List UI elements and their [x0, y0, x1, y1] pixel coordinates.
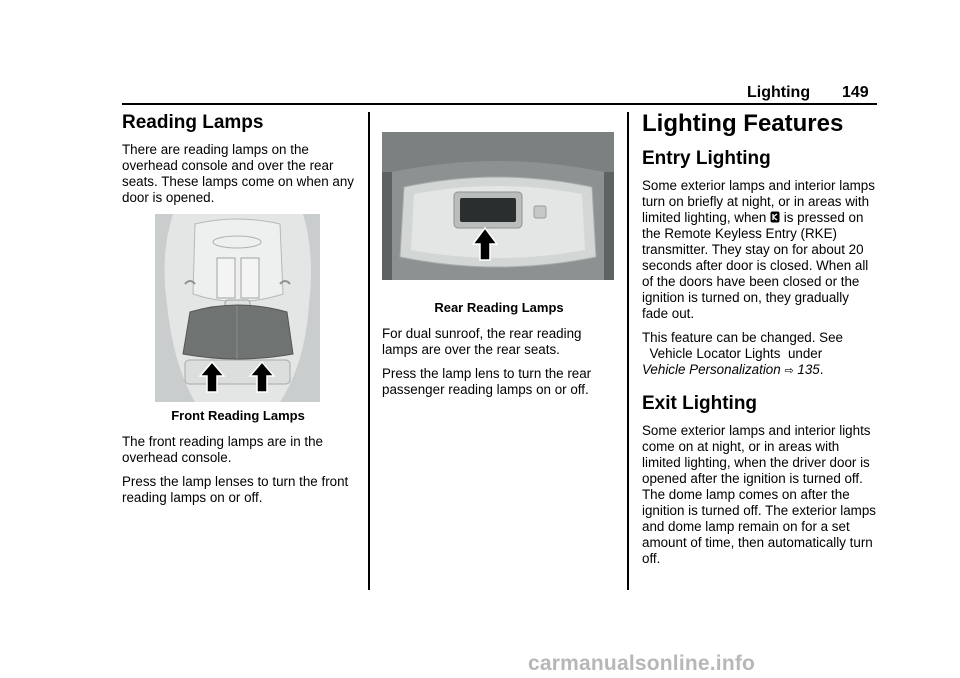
page-ref-arrow-icon: ⇨ — [784, 365, 794, 377]
key-fob-unlock-icon — [770, 211, 780, 223]
column-divider-1 — [368, 112, 370, 590]
front-lamps-location-text: The front reading lamps are in the overhead console. — [122, 434, 323, 465]
running-header-title: Lighting — [747, 84, 811, 101]
entry-lighting-see-also — [642, 330, 878, 379]
column-lighting-features — [642, 110, 878, 575]
entry-lighting-heading: Entry Lighting — [642, 148, 771, 169]
rear-lamps-operation-text: Press the lamp lens to turn the rear passenger reading lamps on or off. — [382, 366, 592, 397]
watermark: carmanualsonline.info — [528, 652, 756, 675]
vehicle-locator-lights-ref: Vehicle Locator Lights — [649, 346, 781, 361]
lighting-features-title: Lighting Features — [642, 110, 844, 137]
header-rule — [122, 103, 877, 105]
front-lamps-operation-text: Press the lamp lenses to turn the front reading lamps on or off. — [122, 474, 349, 505]
front-reading-lamps-figure — [155, 214, 320, 402]
rear-lamps-location-text: For dual sunroof, the rear reading lamps are over the rear seats. — [382, 326, 582, 357]
see-text: This feature can be changed. See — [642, 330, 843, 345]
page-number: 149 — [842, 84, 869, 101]
entry-text-part-2: is pressed on the Remote Keyless Entry (RKE) transmitter. They stay on for about 20 seconds after door is closed. When all of the doors have been closed or the ignition is turned on, they gradually fade out. — [642, 210, 869, 321]
column-rear-lamps — [382, 132, 616, 406]
entry-text-part-1: Some exterior lamps and interior lamps turn on briefly at night, or in areas with limited lighting, when — [642, 178, 875, 225]
entry-lighting-text — [642, 178, 878, 322]
column-divider-2 — [627, 112, 629, 590]
vehicle-personalization-link[interactable]: Vehicle Personalization — [642, 362, 781, 377]
period: . — [819, 362, 824, 377]
front-figure-caption: Front Reading Lamps — [171, 408, 305, 423]
column-reading-lamps — [122, 112, 354, 514]
page-reference[interactable]: 135 — [797, 362, 820, 377]
exit-lighting-heading: Exit Lighting — [642, 393, 758, 414]
under-text: under — [787, 346, 823, 361]
reading-lamps-intro: There are reading lamps on the overhead console and over the rear seats. These lamps come on when any door is opened. — [122, 142, 354, 205]
exit-lighting-text: Some exterior lamps and interior lights come on at night, or in areas with limited lighting, when the driver door is opened after the ignition is turned off. The dome lamp comes on after the ignition is turned off. The exterior lamps and dome lamp remain on for a set amount of time, then automatically turn off. — [642, 423, 876, 566]
reading-lamps-heading: Reading Lamps — [122, 112, 264, 133]
rear-figure-caption: Rear Reading Lamps — [434, 300, 564, 315]
rear-reading-lamps-figure — [382, 132, 614, 280]
